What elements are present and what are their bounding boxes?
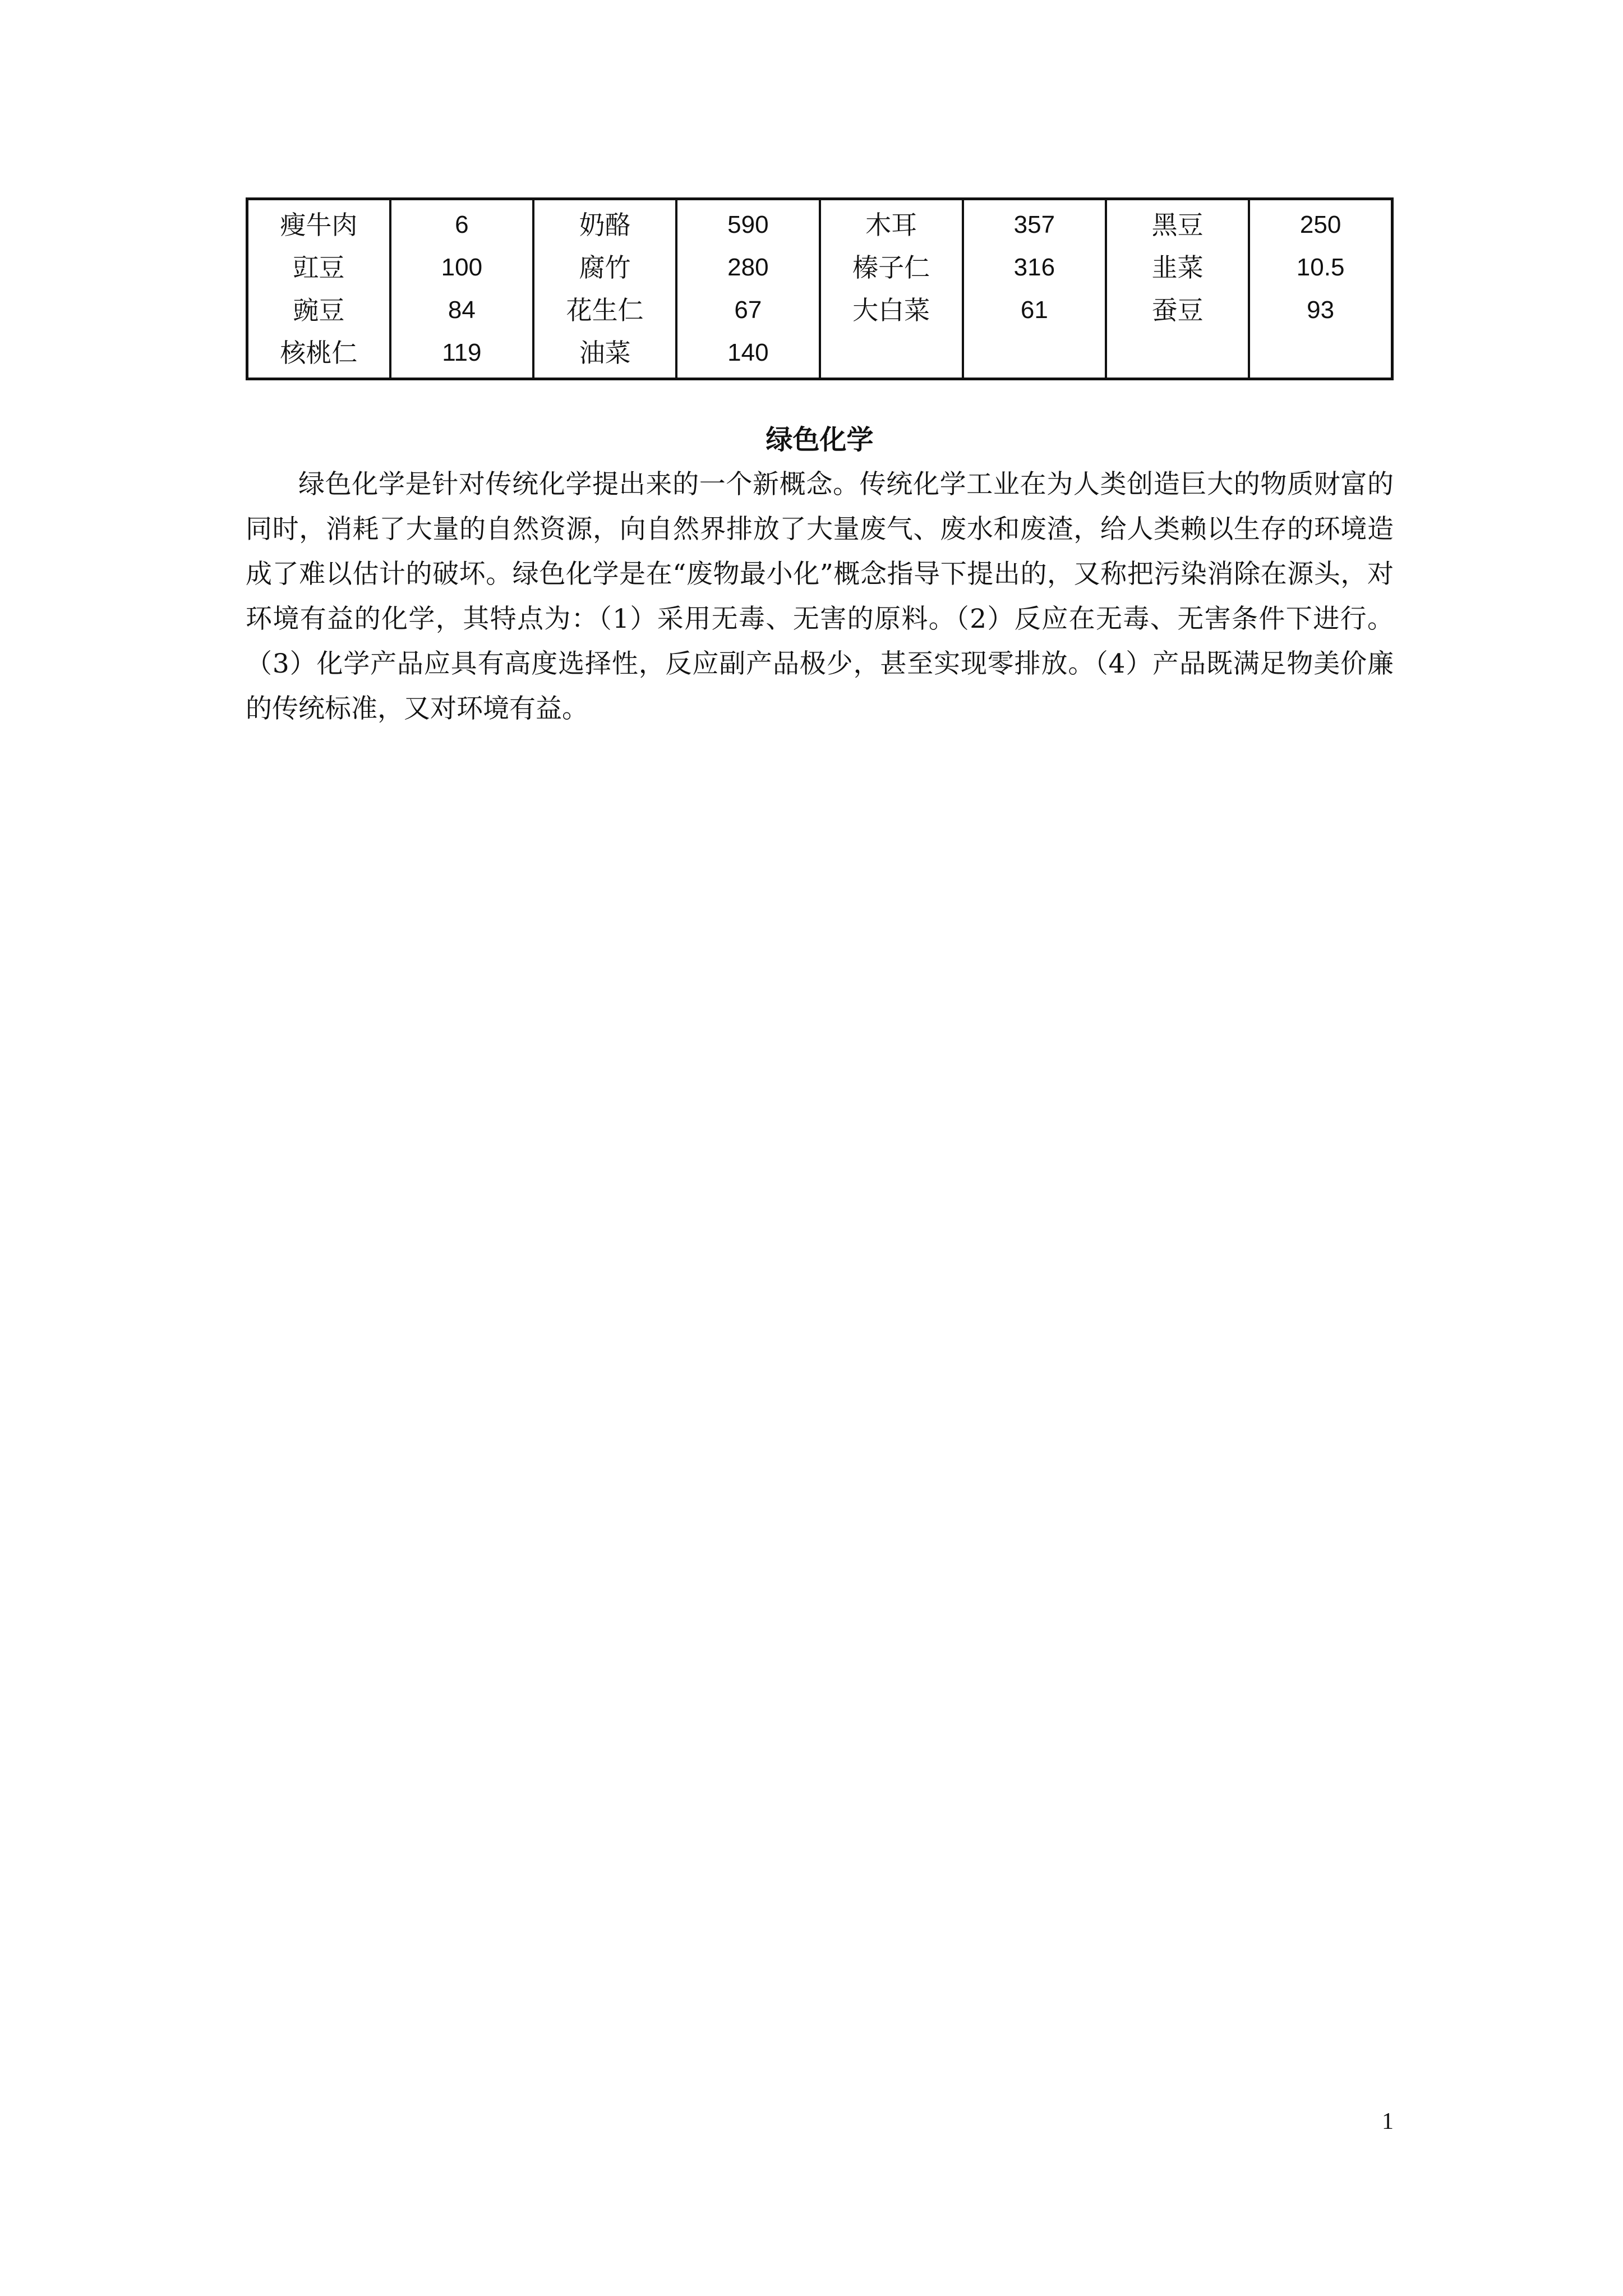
- value-cell: 316: [963, 246, 1106, 289]
- food-name-cell: 蚕豆: [1106, 289, 1249, 332]
- value-cell: 6: [390, 199, 533, 247]
- value-cell: 357: [963, 199, 1106, 247]
- value-cell: 590: [676, 199, 819, 247]
- food-name-cell: 瘦牛肉: [247, 199, 390, 247]
- section-title: 绿色化学: [766, 424, 874, 455]
- food-name-cell: 木耳: [820, 199, 963, 247]
- value-cell: 119: [390, 332, 533, 379]
- food-name-cell: 黑豆: [1106, 199, 1249, 247]
- food-name-cell: 豌豆: [247, 289, 390, 332]
- value-cell: 10.5: [1249, 246, 1392, 289]
- value-cell: 84: [390, 289, 533, 332]
- food-name-cell: 花生仁: [533, 289, 676, 332]
- food-name-cell: 豇豆: [247, 246, 390, 289]
- value-cell: 280: [676, 246, 819, 289]
- page-number: 1: [1382, 2109, 1394, 2134]
- table-row: [247, 246, 1393, 289]
- value-cell: 140: [676, 332, 819, 379]
- value-cell: 250: [1249, 199, 1392, 247]
- table-body: [247, 199, 1393, 379]
- value-cell: 93: [1249, 289, 1392, 332]
- food-data-table: [246, 197, 1394, 380]
- food-name-cell: [820, 332, 963, 379]
- food-name-cell: 大白菜: [820, 289, 963, 332]
- table-row: [247, 199, 1393, 247]
- table-row: [247, 289, 1393, 332]
- food-name-cell: 榛子仁: [820, 246, 963, 289]
- value-cell: 61: [963, 289, 1106, 332]
- value-cell: 67: [676, 289, 819, 332]
- food-name-cell: 核桃仁: [247, 332, 390, 379]
- food-name-cell: 奶酪: [533, 199, 676, 247]
- value-cell: [963, 332, 1106, 379]
- value-cell: [1249, 332, 1392, 379]
- food-name-cell: 油菜: [533, 332, 676, 379]
- section-paragraph: 绿色化学是针对传统化学提出来的一个新概念。传统化学工业在为人类创造巨大的物质财富的同时，消耗了大量的自然资源，向自然界排放了大量废气、废水和废渣，给人类赖以生存的环境造成了难以估计的破坏。绿色化学是在“废物最小化”概念指导下提出的，又称把污染消除在源头，对环境有益的化学，其特点为：（1）采用无毒、无害的原料。（2）反应在无毒、无害条件下进行。（3）化学产品应具有高度选择性，反应副产品极少，甚至实现零排放。（4）产品既满足物美价廉的传统标准，又对环境有益。: [246, 469, 1394, 724]
- food-name-cell: [1106, 332, 1249, 379]
- food-name-cell: 韭菜: [1106, 246, 1249, 289]
- value-cell: 100: [390, 246, 533, 289]
- table-row: [247, 332, 1393, 379]
- food-name-cell: 腐竹: [533, 246, 676, 289]
